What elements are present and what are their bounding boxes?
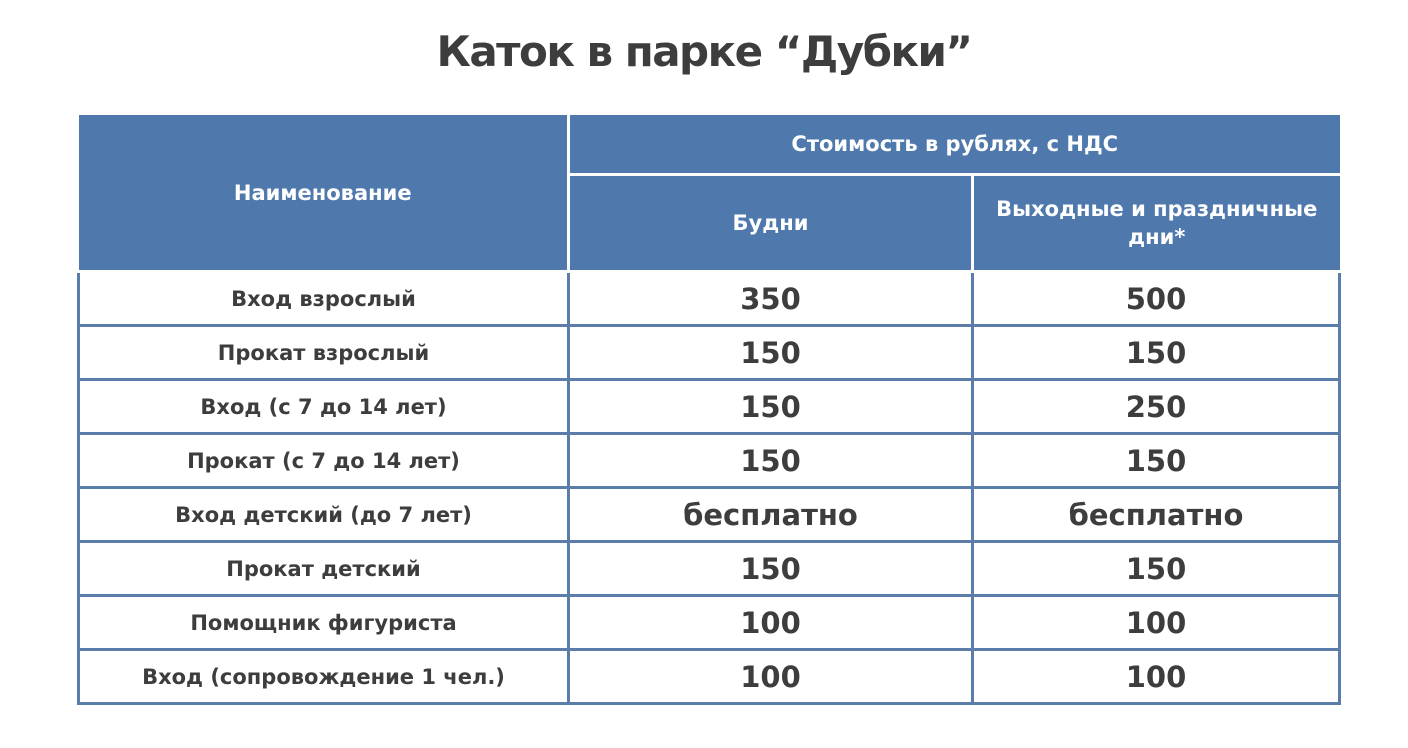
weekday-price: бесплатно [569,488,973,542]
weekend-price: 500 [973,272,1340,326]
table-row [79,650,1340,704]
weekend-price: 150 [973,434,1340,488]
table-row [79,380,1340,434]
table-row [79,542,1340,596]
price-table [77,115,1341,705]
row-name: Прокат (с 7 до 14 лет) [79,434,569,488]
row-name: Вход детский (до 7 лет) [79,488,569,542]
weekend-price: 150 [973,326,1340,380]
page-title: Каток в парке “Дубки” [436,27,972,76]
price-group-header: Стоимость в рублях, с НДС [569,115,1340,175]
weekday-price: 100 [569,650,973,704]
row-name: Прокат взрослый [79,326,569,380]
weekend-price: 150 [973,542,1340,596]
weekend-column-header: Выходные и праздничные дни* [973,175,1340,272]
header-row [79,115,1340,175]
weekend-price: бесплатно [973,488,1340,542]
table-row [79,596,1340,650]
row-name: Помощник фигуриста [79,596,569,650]
row-name: Вход взрослый [79,272,569,326]
weekday-price: 100 [569,596,973,650]
row-name: Вход (с 7 до 14 лет) [79,380,569,434]
table-row [79,326,1340,380]
weekday-price: 150 [569,326,973,380]
weekend-price: 100 [973,650,1340,704]
weekend-price: 250 [973,380,1340,434]
table-row [79,434,1340,488]
row-name: Вход (сопровождение 1 чел.) [79,650,569,704]
weekend-price: 100 [973,596,1340,650]
table-row [79,488,1340,542]
table-row [79,272,1340,326]
weekday-price: 150 [569,542,973,596]
weekday-column-header: Будни [569,175,973,272]
weekday-price: 350 [569,272,973,326]
weekday-price: 150 [569,434,973,488]
row-name: Прокат детский [79,542,569,596]
name-column-header: Наименование [79,115,569,272]
weekday-price: 150 [569,380,973,434]
